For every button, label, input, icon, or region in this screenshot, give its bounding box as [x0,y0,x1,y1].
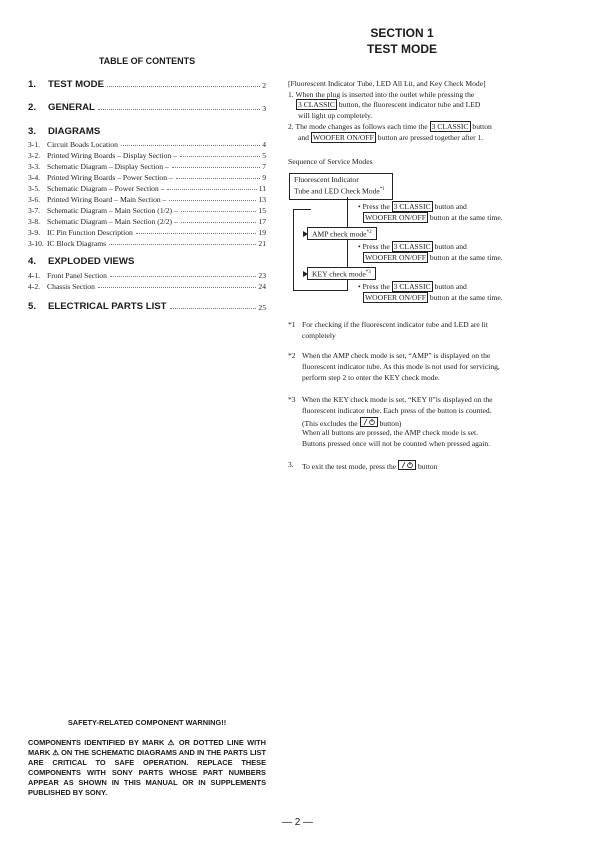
page-number: — 2 — [281,817,314,828]
toc-subentry-label: Schematic Diagram – Main Section (2/2) – [47,217,178,226]
3-classic-key: 3 CLASSIC [393,242,431,251]
flow-loop-line [293,209,294,290]
step1-line2-text: button, the fluorescent indicator tube and LED [338,100,481,109]
toc-subentry-number: 3-3. [28,162,41,171]
toc-subentry-label: Schematic Diagram – Display Section – [47,162,169,171]
toc-subentry[interactable] [28,216,266,226]
dot-leader [180,156,260,157]
woofer-on-off-key: WOOFER ON/OFF [365,293,426,302]
toc-entry-test-mode[interactable] [28,78,266,90]
press-text: • Press the [358,202,390,211]
dot-leader [98,109,260,110]
dot-leader [170,308,257,309]
press-instruction-1 [358,202,467,213]
toc-subentry[interactable] [28,183,266,193]
press-text: • Press the [358,242,390,251]
press-text: • Press the [358,282,390,291]
box3-label: KEY check mode [312,269,366,279]
step2-line2 [298,133,483,144]
toc-subentry-number: 3-5. [28,184,41,193]
toc-entry-number: 4. [28,256,37,267]
step3-text: To exit the test mode, press the [302,462,397,471]
toc-subentry-number: 3-1. [28,140,41,149]
note-mark: *3 [365,270,371,275]
note-mark: *1 [379,187,385,192]
toc-entry-electrical-parts-list[interactable] [28,300,266,312]
toc-subentry-label: Printed Wiring Boards – Power Section – [47,173,173,182]
note-3-line4: When all buttons are pressed, the AMP check mode is set. [302,428,479,437]
toc-subentry-label: IC Pin Function Description [47,228,133,237]
toc-subentry-label: Printed Wiring Boards – Display Section – [47,151,177,160]
note-2-line3: perform step 2 to enter the KEY check mode. [302,373,440,382]
toc-entry-page: 25 [258,303,266,312]
note-2-mark: *2 [288,351,296,360]
note-3-text: button) [379,419,402,428]
toc-entry-label: GENERAL [48,102,95,113]
toc-subentry-number: 3-8. [28,217,41,226]
note-1-mark: *1 [288,320,296,329]
press-text: button and [434,282,467,291]
toc-subentry[interactable] [28,161,266,171]
toc-entry-number: 2. [28,102,37,113]
toc-subentry-label: Circuit Boads Location [47,140,118,149]
woofer-on-off-key: WOOFER ON/OFF [312,133,374,142]
3-classic-key: 3 CLASSIC [393,202,431,211]
step3-line [302,460,437,473]
dot-leader [181,222,257,223]
woofer-on-off-key: WOOFER ON/OFF [365,213,426,222]
toc-subentry-label: IC Block Diagrams [47,239,107,248]
press-instruction-1b [363,213,503,224]
box1-line1: Fluorescent Indicator [294,175,359,184]
box1-line2 [294,185,388,197]
toc-subentry-number: 3-6. [28,195,41,204]
woofer-on-off-key: WOOFER ON/OFF [365,253,426,262]
toc-subentry-number: 3-7. [28,206,41,215]
toc-subentry-number: 3-9. [28,228,41,237]
fluorescent-check-mode-box [289,173,393,200]
toc-subentry-page: 11 [258,184,266,193]
note-3-text: (This excludes the [302,419,358,428]
press-text: button at the same time. [429,253,503,262]
section-number: SECTION 1 [370,26,434,40]
toc-entry-number: 5. [28,301,37,312]
sequence-heading: Sequence of Service Modes [288,157,373,166]
toc-entry-label: ELECTRICAL PARTS LIST [48,301,167,312]
toc-entry-page: 3 [262,104,266,113]
toc-entry-label: EXPLODED VIEWS [48,256,135,267]
dot-leader [172,167,261,168]
toc-subentry[interactable] [28,281,266,291]
toc-subentry-page: 15 [258,206,266,215]
dot-leader [109,244,256,245]
toc-subentry[interactable] [28,150,266,160]
safety-warning-body: COMPONENTS IDENTIFIED BY MARK ⚠ OR DOTTED LINE WITH MARK ⚠ ON THE SCHEMATIC DIAGRAMS AND IN THE PARTS LIST ARE CRITICAL TO SAFE OPERATION. REPLACE THESE COMPONENTS WITH SONY PARTS WHOSE PART NUMBERS APPEAR AS SHOWN IN THIS MANUAL OR IN SUPPLEMENTS PUBLISHED BY SONY. [28,738,266,798]
note-2-line1: When the AMP check mode is set, “AMP” is displayed on the [302,351,491,360]
step2-line2-prefix: and [298,133,309,142]
note-1-line1: For checking if the fluorescent indicator tube and LED are lit [302,320,488,329]
note-3-line2: fluorescent indicator tube. Each press of the button is counted. [302,406,492,415]
step3-mark: 3. [288,460,294,469]
toc-subentry-page: 4 [262,140,266,149]
step1-line2 [296,100,480,111]
toc-subentry-label: Chassis Section [47,282,95,291]
toc-subentry[interactable] [28,172,266,182]
intro-heading: [Fluorescent Indicator Tube, LED All Lit, and Key Check Mode] [288,79,486,88]
box2-label: AMP check mode [312,229,367,239]
step3-text: button [417,462,438,471]
toc-entry-number: 3. [28,126,37,137]
toc-title: TABLE OF CONTENTS [98,56,196,66]
dot-leader [110,276,257,277]
toc-subentry[interactable] [28,270,266,280]
dot-leader [176,178,261,179]
step2-line1 [288,122,492,133]
3-classic-key: 3 CLASSIC [298,100,335,109]
toc-subentry-label: Schematic Diagram – Power Section – [47,184,165,193]
toc-entry-exploded-views[interactable] [28,255,266,267]
toc-subentry-page: 5 [262,151,266,160]
toc-subentry-page: 23 [258,271,266,280]
flow-top-line [293,209,311,210]
toc-subentry-page: 19 [258,228,266,237]
toc-subentry-page: 13 [258,195,266,204]
toc-subentry[interactable] [28,194,266,204]
standby-power-key-icon [360,417,378,427]
flow-bottom-line [293,290,347,291]
toc-subentry-label: Front Panel Section [47,271,107,280]
toc-subentry-number: 3-4. [28,173,41,182]
dot-leader [167,189,256,190]
toc-subentry[interactable] [28,139,266,149]
dot-leader [169,200,256,201]
step1-line3: will light up completely. [298,111,373,120]
toc-subentry-number: 3-10. [28,239,44,248]
step2-line1-text: 2. The mode changes as follows each time the [288,122,428,131]
3-classic-key: 3 CLASSIC [393,282,431,291]
dot-leader [181,211,257,212]
toc-entry-number: 1. [28,79,37,90]
press-instruction-3 [358,282,467,293]
note-3-line5: Buttons pressed once will not be counted when pressed again. [302,439,491,448]
toc-subentry[interactable] [28,238,266,248]
toc-subentry-page: 21 [258,239,266,248]
toc-subentry-label: Printed Wiring Board – Main Section – [47,195,167,204]
toc-subentry-page: 7 [262,162,266,171]
note-mark: *2 [366,230,372,235]
press-text: button at the same time. [429,293,503,302]
dot-leader [98,287,257,288]
safety-warning-title: SAFETY-RELATED COMPONENT WARNING!! [67,718,227,727]
box1-label: Tube and LED Check Mode [294,186,380,196]
toc-subentry[interactable] [28,227,266,237]
note-2-line2: fluorescent indicator tube. As this mode is not used for servicing, [302,362,500,371]
toc-entry-label: TEST MODE [48,79,104,90]
toc-subentry-number: 4-1. [28,271,41,280]
toc-subentry-number: 4-2. [28,282,41,291]
toc-subentry-number: 3-2. [28,151,41,160]
toc-entry-diagrams[interactable] [28,125,266,137]
press-text: button at the same time. [429,213,503,222]
toc-subentry-page: 17 [258,217,266,226]
toc-subentry[interactable] [28,205,266,215]
press-text: button and [434,242,467,251]
toc-subentry-label: Schematic Diagram – Main Section (1/2) – [47,206,178,215]
3-classic-key: 3 CLASSIC [431,122,469,131]
step2-line1-suffix: button [472,122,492,131]
toc-subentry-page: 24 [258,282,266,291]
press-text: button and [434,202,467,211]
note-3-mark: *3 [288,395,296,404]
press-instruction-2b [363,253,503,264]
toc-entry-page: 2 [262,81,266,90]
standby-power-key-icon [398,460,416,470]
press-instruction-2 [358,242,467,253]
dot-leader [121,145,260,146]
section-title: TEST MODE [366,42,437,56]
note-3-line1: When the KEY check mode is set, “KEY 0”is displayed on the [302,395,493,404]
step1-line1: 1. When the plug is inserted into the outlet while pressing the [288,90,475,99]
toc-subentry-page: 9 [262,173,266,182]
key-check-mode-box [307,267,376,280]
step2-line2-text: button are pressed together after 1. [377,133,484,142]
toc-entry-label: DIAGRAMS [48,126,101,137]
dot-leader [136,233,257,234]
note-1-line2: completely [302,331,336,340]
toc-entry-general[interactable] [28,101,266,113]
amp-check-mode-box [307,227,377,240]
press-instruction-3b [363,293,503,304]
dot-leader [107,86,260,87]
